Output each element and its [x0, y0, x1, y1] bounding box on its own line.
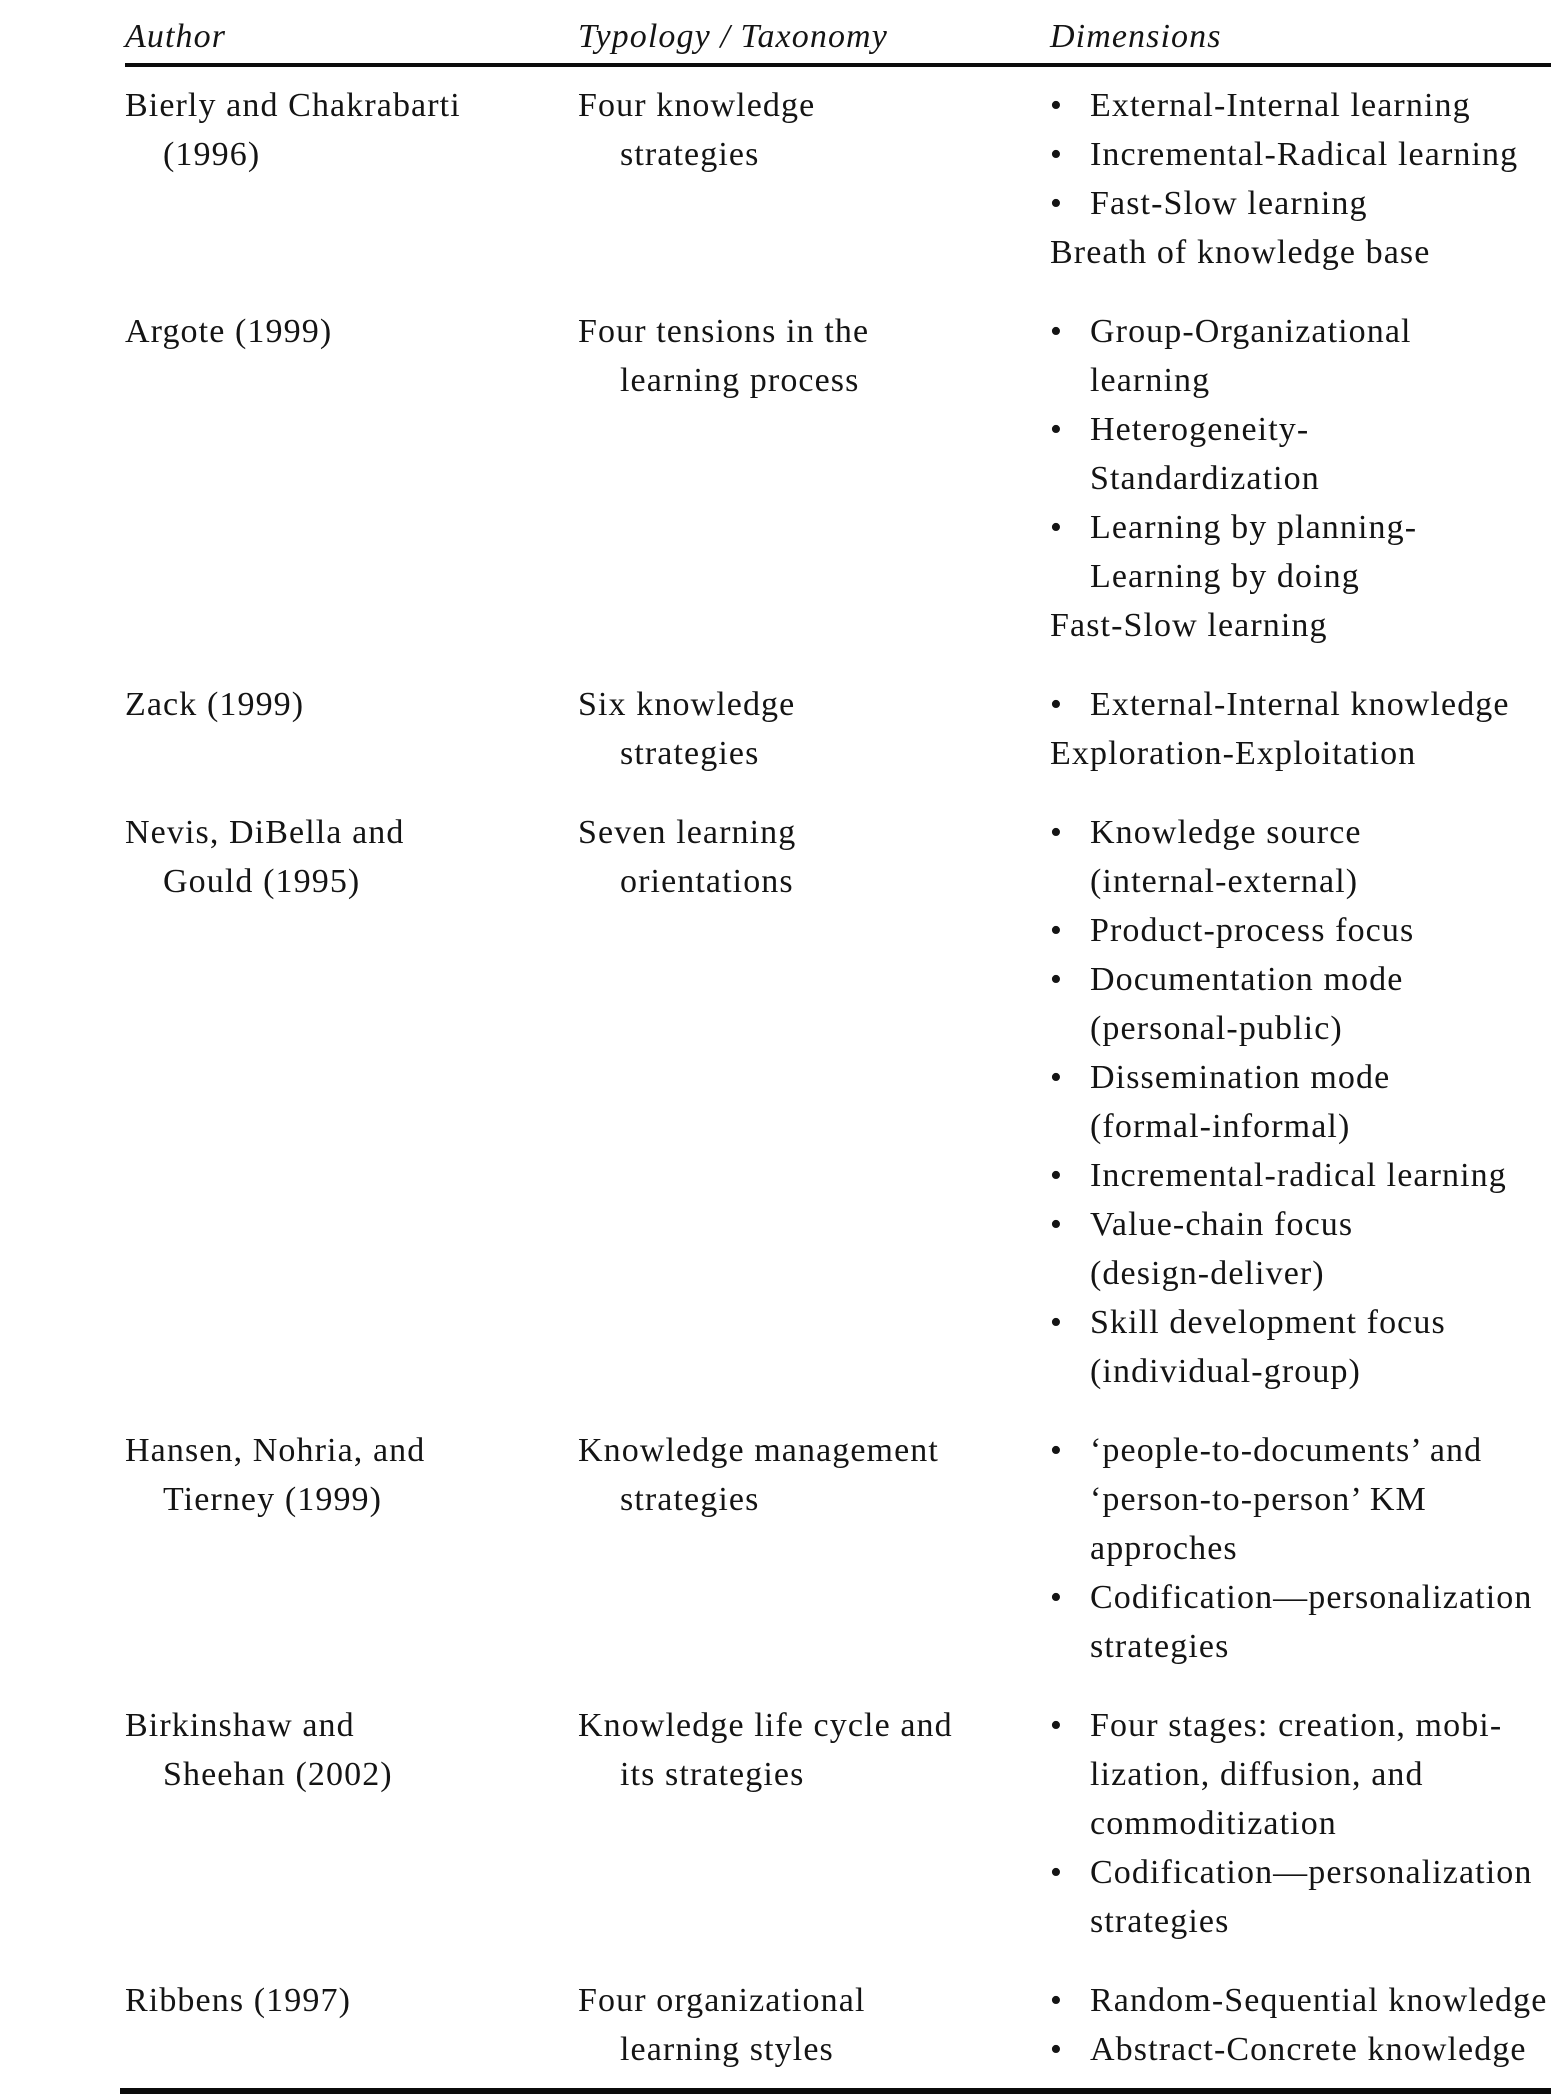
dimension-item [1050, 81, 1551, 130]
dimension-text [1050, 228, 1551, 277]
bullet-icon: • [1050, 509, 1064, 546]
author-cell [125, 1426, 578, 1671]
typology-line: Four organizational [578, 1982, 866, 2019]
author-line: Ribbens (1997) [125, 1982, 351, 2019]
dimension-text [1090, 179, 1551, 228]
column-header-typology-taxonomy: Typology / Taxonomy [578, 18, 888, 55]
bullet-icon: • [1050, 313, 1064, 350]
author-cell [125, 808, 578, 1396]
dimension-line: Fast-Slow learning [1090, 185, 1368, 222]
dimension-line: External-Internal knowledge [1090, 686, 1510, 723]
dimension-item-unbulleted [1050, 729, 1551, 778]
bullet-icon: • [1050, 1854, 1064, 1891]
typology-line: learning styles [620, 2031, 834, 2068]
dimension-line: Group-Organizational [1090, 313, 1412, 350]
dimension-line: Value-chain focus [1090, 1206, 1354, 1243]
dimension-line: ‘people-to-documents’ and [1090, 1432, 1483, 1469]
typology-line: Four knowledge [578, 87, 816, 124]
author-line: Bierly and Chakrabarti [125, 87, 461, 124]
bullet-icon: • [1050, 87, 1064, 124]
dimension-line: Incremental-radical learning [1090, 1157, 1507, 1194]
dimension-item-unbulleted [1050, 601, 1551, 650]
dimension-item [1050, 680, 1551, 729]
dimension-line: (formal-informal) [1090, 1108, 1351, 1145]
author-cell [125, 680, 578, 778]
dimension-line: Exploration-Exploitation [1050, 735, 1417, 772]
typology-line: Knowledge management [578, 1432, 939, 1469]
dimension-line: (design-deliver) [1090, 1255, 1325, 1292]
dimension-line: Codification—personalization [1090, 1854, 1533, 1891]
dimension-text [1090, 1848, 1551, 1946]
typology-cell [578, 1976, 1050, 2074]
table-bottom-rule [120, 2088, 1551, 2094]
dimension-item [1050, 808, 1551, 906]
dimension-text [1090, 955, 1551, 1053]
table-row [0, 1426, 1551, 1671]
dimension-line: Random-Sequential knowledge [1090, 1982, 1548, 2019]
bullet-icon: • [1050, 1157, 1064, 1194]
typology-cell [578, 1701, 1050, 1946]
table-row [0, 1976, 1551, 2074]
typology-line: Four tensions in the [578, 313, 870, 350]
author-line: Zack (1999) [125, 686, 305, 723]
table-row [0, 81, 1551, 277]
dimension-text [1090, 307, 1551, 405]
dimension-item [1050, 1200, 1551, 1298]
dimension-line: Incremental-Radical learning [1090, 136, 1519, 173]
table-body [0, 81, 1551, 2074]
typology-line: its strategies [620, 1756, 805, 1793]
dimension-item [1050, 1701, 1551, 1848]
typology-cell [578, 1426, 1050, 1671]
dimension-text [1090, 1426, 1551, 1573]
typology-line: Knowledge life cycle and [578, 1707, 953, 1744]
dimension-line: Product-process focus [1090, 912, 1415, 949]
author-line: Gould (1995) [163, 863, 361, 900]
dimension-item [1050, 1151, 1551, 1200]
dimension-text [1090, 81, 1551, 130]
dimension-text [1090, 1200, 1551, 1298]
bullet-icon: • [1050, 1579, 1064, 1616]
dimension-line: ‘person-to-person’ KM [1090, 1481, 1427, 1518]
dimensions-cell [1050, 1426, 1551, 1671]
dimension-item [1050, 1573, 1551, 1671]
dimension-text [1090, 1298, 1551, 1396]
dimension-text [1090, 1701, 1551, 1848]
header-rule [125, 63, 1551, 67]
dimension-line: Standardization [1090, 460, 1320, 497]
author-line: Birkinshaw and [125, 1707, 355, 1744]
typology-line: Seven learning [578, 814, 797, 851]
author-line: Nevis, DiBella and [125, 814, 405, 851]
author-line: Argote (1999) [125, 313, 333, 350]
dimension-text [1090, 906, 1551, 955]
author-line: (1996) [163, 136, 261, 173]
dimension-line: (individual-group) [1090, 1353, 1361, 1390]
bullet-icon: • [1050, 1059, 1064, 1096]
dimension-text [1050, 729, 1551, 778]
dimension-item [1050, 906, 1551, 955]
typology-line: learning process [620, 362, 860, 399]
table-row [0, 680, 1551, 778]
dimension-line: Dissemination mode [1090, 1059, 1391, 1096]
dimension-line: lization, diffusion, and [1090, 1756, 1424, 1793]
dimension-line: Fast-Slow learning [1050, 607, 1328, 644]
dimension-line: Four stages: creation, mobi- [1090, 1707, 1503, 1744]
dimension-text [1090, 680, 1551, 729]
table-row [0, 808, 1551, 1396]
dimensions-cell [1050, 307, 1551, 650]
dimension-item [1050, 1298, 1551, 1396]
bullet-icon: • [1050, 136, 1064, 173]
dimensions-cell [1050, 1701, 1551, 1946]
typology-cell [578, 81, 1050, 277]
typology-line: strategies [620, 1481, 760, 1518]
author-line: Sheehan (2002) [163, 1756, 393, 1793]
dimension-item [1050, 2025, 1551, 2074]
dimension-text [1050, 601, 1551, 650]
dimension-line: learning [1090, 362, 1211, 399]
dimension-item [1050, 130, 1551, 179]
dimension-line: (personal-public) [1090, 1010, 1343, 1047]
table-header-row [0, 0, 1551, 61]
bullet-icon: • [1050, 411, 1064, 448]
dimension-item [1050, 503, 1551, 601]
dimension-line: Learning by doing [1090, 558, 1360, 595]
dimension-line: Codification—personalization [1090, 1579, 1533, 1616]
dimension-text [1090, 130, 1551, 179]
dimension-line: (internal-external) [1090, 863, 1359, 900]
dimension-line: strategies [1090, 1628, 1230, 1665]
dimension-text [1090, 503, 1551, 601]
bullet-icon: • [1050, 1982, 1064, 2019]
dimension-item [1050, 955, 1551, 1053]
typology-cell [578, 307, 1050, 650]
bullet-icon: • [1050, 814, 1064, 851]
dimension-text [1090, 1053, 1551, 1151]
bullet-icon: • [1050, 912, 1064, 949]
bullet-icon: • [1050, 2031, 1064, 2068]
typology-line: strategies [620, 735, 760, 772]
dimension-line: Documentation mode [1090, 961, 1404, 998]
author-cell [125, 1976, 578, 2074]
dimension-item [1050, 1053, 1551, 1151]
dimension-text [1090, 405, 1551, 503]
typology-cell [578, 808, 1050, 1396]
dimension-item [1050, 405, 1551, 503]
bullet-icon: • [1050, 1304, 1064, 1341]
bullet-icon: • [1050, 961, 1064, 998]
dimension-line: Skill development focus [1090, 1304, 1446, 1341]
dimensions-cell [1050, 808, 1551, 1396]
dimension-item-unbulleted [1050, 228, 1551, 277]
author-cell [125, 1701, 578, 1946]
bullet-icon: • [1050, 1707, 1064, 1744]
dimension-item [1050, 179, 1551, 228]
dimension-line: Learning by planning- [1090, 509, 1418, 546]
dimension-line: Heterogeneity- [1090, 411, 1310, 448]
typology-line: strategies [620, 136, 760, 173]
bullet-icon: • [1050, 1206, 1064, 1243]
bullet-icon: • [1050, 1432, 1064, 1469]
dimension-line: commoditization [1090, 1805, 1337, 1842]
dimension-line: Abstract-Concrete knowledge [1090, 2031, 1527, 2068]
dimension-item [1050, 1848, 1551, 1946]
dimension-text [1090, 2025, 1551, 2074]
dimension-line: strategies [1090, 1903, 1230, 1940]
dimension-line: External-Internal learning [1090, 87, 1471, 124]
table-row [0, 307, 1551, 650]
column-header-author: Author [125, 18, 227, 55]
dimensions-cell [1050, 680, 1551, 778]
typology-line: Six knowledge [578, 686, 796, 723]
dimension-line: Knowledge source [1090, 814, 1362, 851]
dimension-line: approches [1090, 1530, 1238, 1567]
author-cell [125, 307, 578, 650]
bullet-icon: • [1050, 686, 1064, 723]
dimension-text [1090, 1573, 1551, 1671]
column-header-dimensions: Dimensions [1050, 18, 1222, 55]
dimension-item [1050, 307, 1551, 405]
table-row [0, 1701, 1551, 1946]
author-line: Tierney (1999) [163, 1481, 383, 1518]
dimension-text [1090, 808, 1551, 906]
dimension-item [1050, 1976, 1551, 2025]
author-cell [125, 81, 578, 277]
dimension-line: Breath of knowledge base [1050, 234, 1431, 271]
bullet-icon: • [1050, 185, 1064, 222]
dimension-item [1050, 1426, 1551, 1573]
typology-line: orientations [620, 863, 794, 900]
dimensions-cell [1050, 81, 1551, 277]
typology-cell [578, 680, 1050, 778]
dimension-text [1090, 1976, 1551, 2025]
dimensions-cell [1050, 1976, 1551, 2074]
dimension-text [1090, 1151, 1551, 1200]
author-line: Hansen, Nohria, and [125, 1432, 426, 1469]
